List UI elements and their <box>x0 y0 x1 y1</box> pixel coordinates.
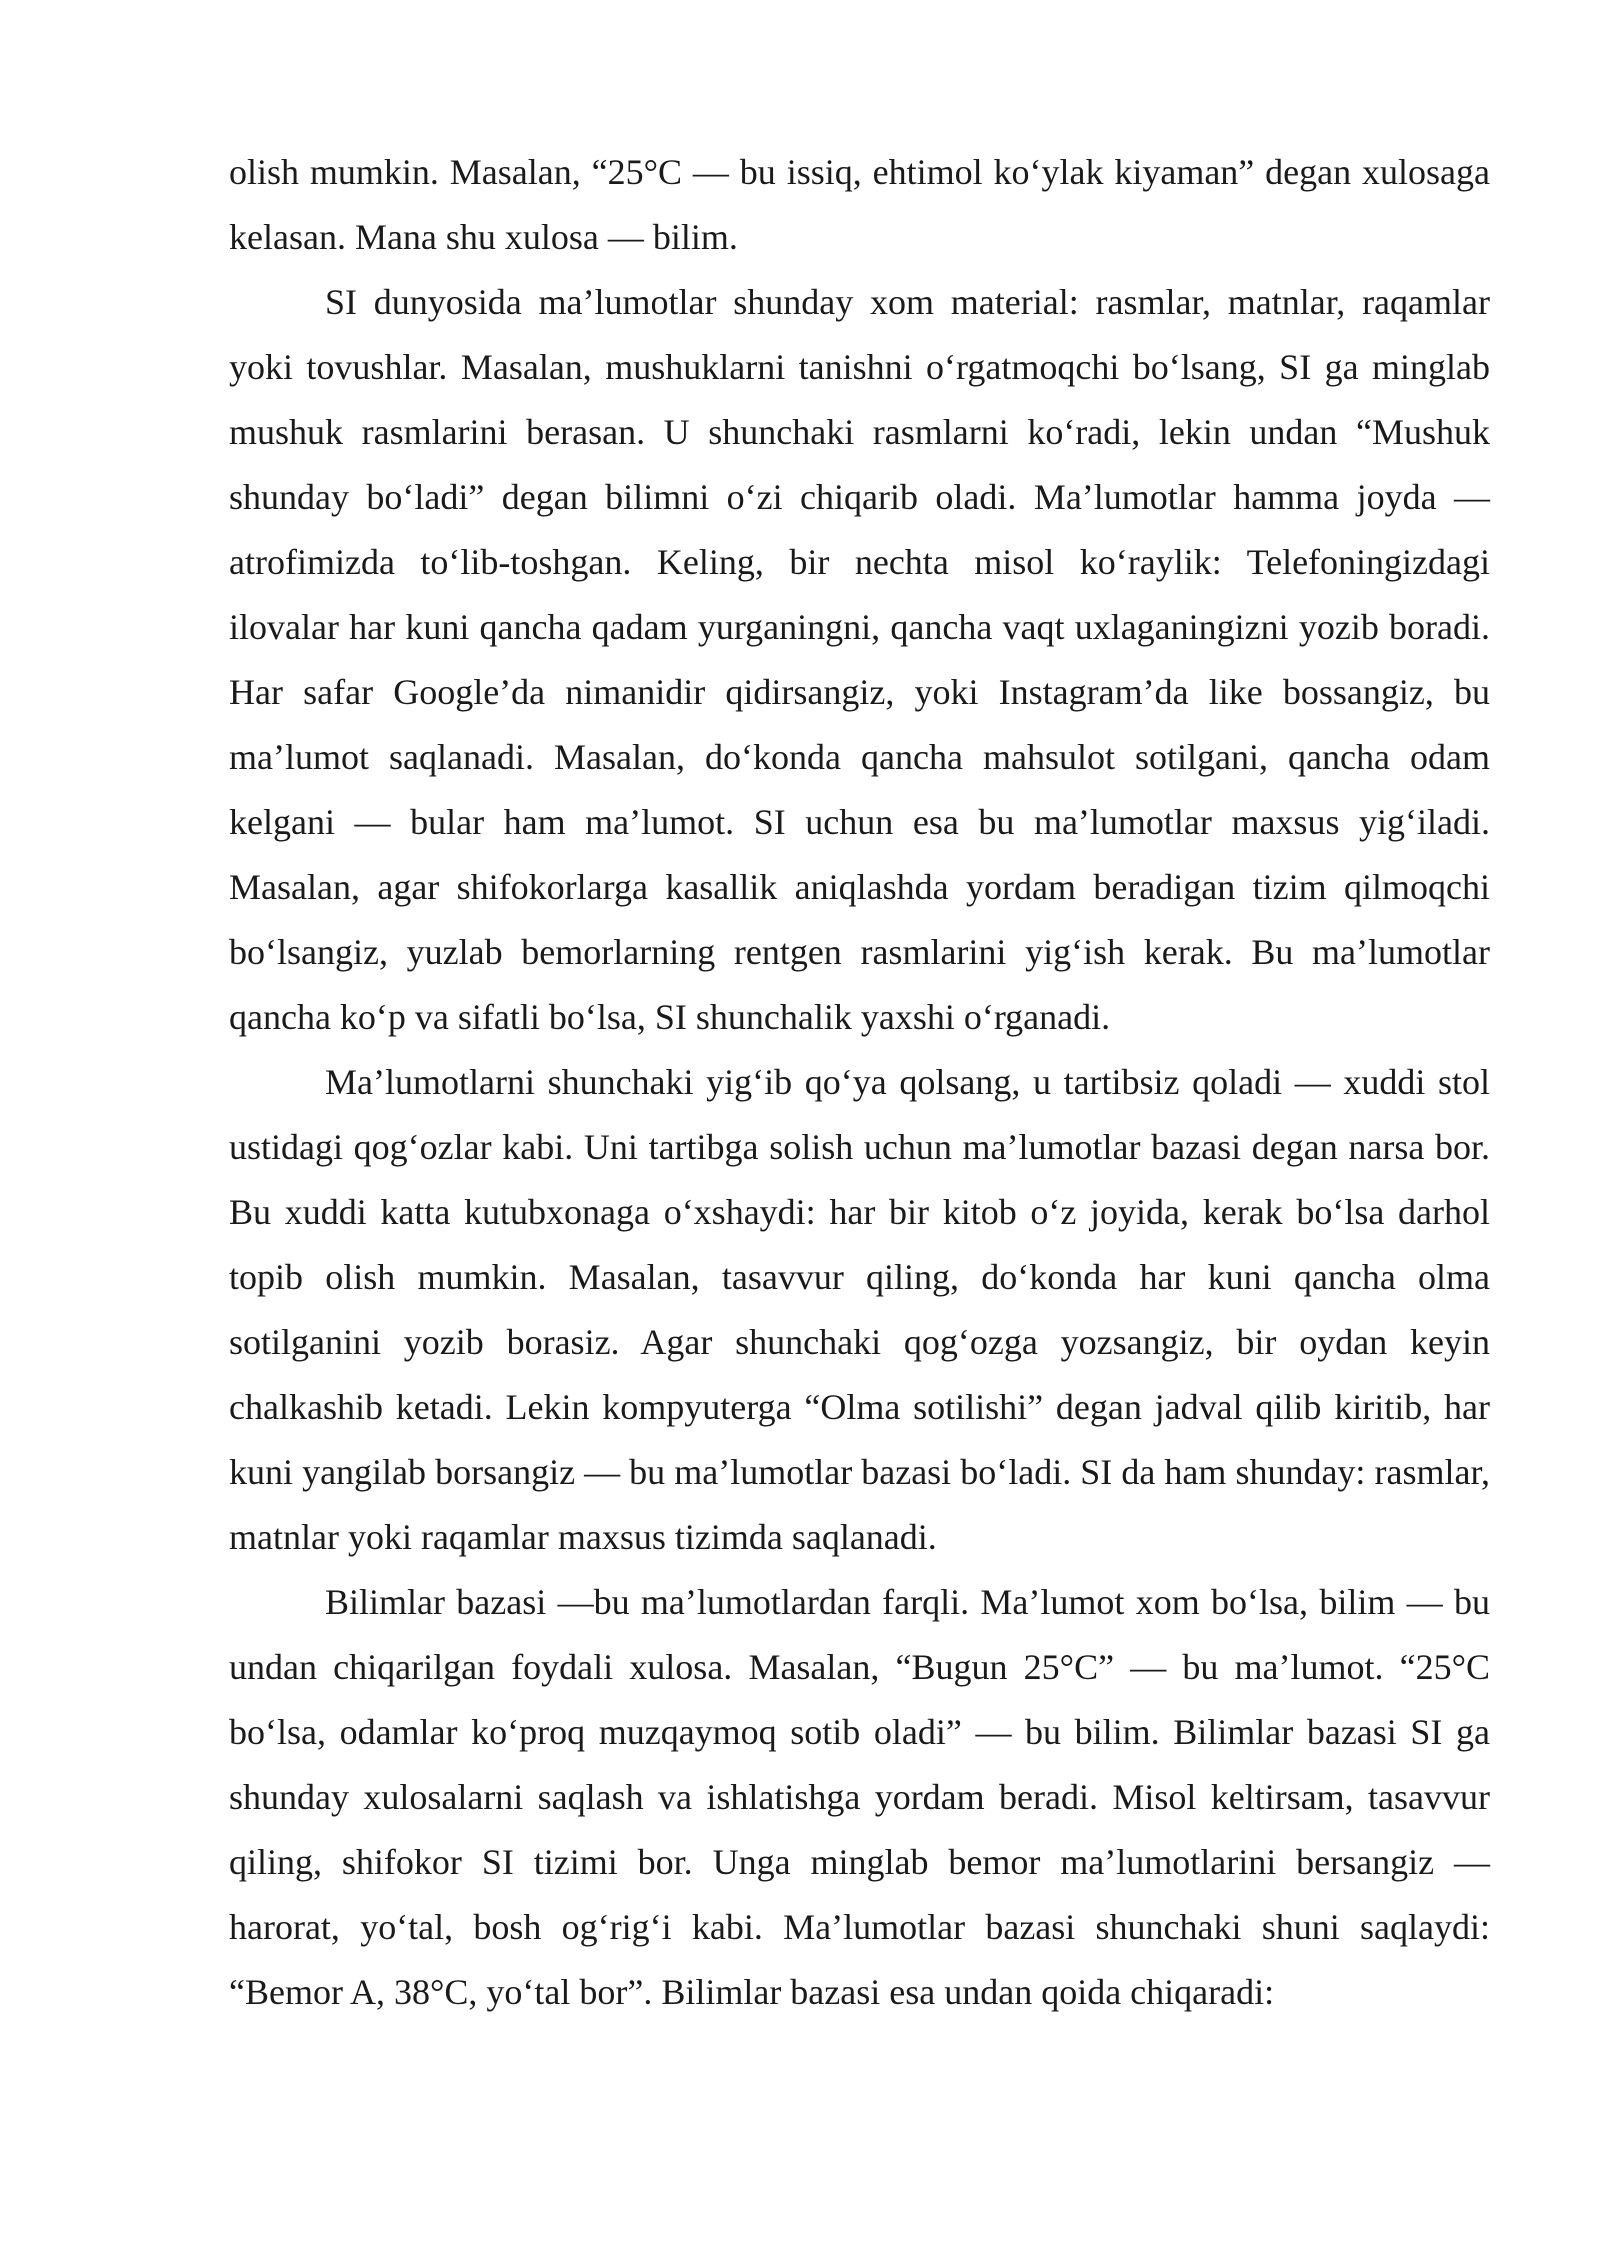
paragraph-continuation: olish mumkin. Masalan, “25°C — bu issiq, ehtimol ko‘ylak kiyaman” degan xulosaga kelasan. Mana shu xulosa — bilim. <box>229 152 1490 257</box>
paragraph-data-examples: SI dunyosida ma’lumotlar shunday xom material: rasmlar, matnlar, raqamlar yoki tovushlar. Masalan, mushuklarni tanishni o‘rgatmoqchi bo‘lsang, SI ga minglab mushuk rasmlarini berasan. U shunchaki rasmlarni ko‘radi, lekin undan “Mushuk shunday bo‘ladi” degan bilimni o‘zi chiqarib oladi. Ma’lumotlar hamma joyda — atrofimizda to‘lib-toshgan. Keling, bir nechta misol ko‘raylik: Telefoningizdagi ilovalar har kuni qancha qadam yurganingni, qancha vaqt uxlaganingizni yozib boradi. Har safar Google’da nimanidir qidirsangiz, yoki Instagram’da like bossangiz, bu ma’lumot saqlanadi. Masalan, do‘konda qancha mahsulot sotilgani, qancha odam kelgani — bular ham ma’lumot. SI uchun esa bu ma’lumotlar maxsus yig‘iladi. Masalan, agar shifokorlarga kasallik aniqlashda yordam beradigan tizim qilmoqchi bo‘lsangiz, yuzlab bemorlarning rentgen rasmlarini yig‘ish kerak. Bu ma’lumotlar qancha ko‘p va sifatli bo‘lsa, SI shunchalik yaxshi o‘rganadi. <box>229 282 1490 1037</box>
paragraph-database: Ma’lumotlarni shunchaki yig‘ib qo‘ya qolsang, u tartibsiz qoladi — xuddi stol ustidagi qog‘ozlar kabi. Uni tartibga solish uchun ma’lumotlar bazasi degan narsa bor. Bu xuddi katta kutubxonaga o‘xshaydi: har bir kitob o‘z joyida, kerak bo‘lsa darhol topib olish mumkin. Masalan, tasavvur qiling, do‘konda har kuni qancha olma sotilganini yozib borasiz. Agar shunchaki qog‘ozga yozsangiz, bir oydan keyin chalkashib ketadi. Lekin kompyuterga “Olma sotilishi” degan jadval qilib kiritib, har kuni yangilab borsangiz — bu ma’lumotlar bazasi bo‘ladi. SI da ham shunday: rasmlar, matnlar yoki raqamlar maxsus tizimda saqlanadi. <box>229 1062 1490 1557</box>
paragraph-knowledge-base: Bilimlar bazasi —bu ma’lumotlardan farqli. Ma’lumot xom bo‘lsa, bilim — bu undan chiqarilgan foydali xulosa. Masalan, “Bugun 25°C” — bu ma’lumot. “25°C bo‘lsa, odamlar ko‘proq muzqaymoq sotib oladi” — bu bilim. Bilimlar bazasi SI ga shunday xulosalarni saqlash va ishlatishga yordam beradi. Misol keltirsam, tasavvur qiling, shifokor SI tizimi bor. Unga minglab bemor ma’lumotlarini bersangiz — harorat, yo‘tal, bosh og‘rig‘i kabi. Ma’lumotlar bazasi shunchaki shuni saqlaydi: “Bemor A, 38°C, yo‘tal bor”. Bilimlar bazasi esa undan qoida chiqaradi: <box>229 1582 1490 2012</box>
document-body <box>229 140 1490 2025</box>
